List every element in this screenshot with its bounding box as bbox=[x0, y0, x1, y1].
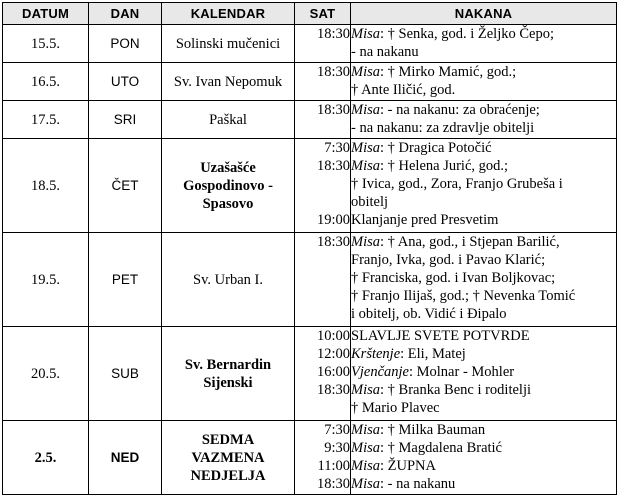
intention-line bbox=[351, 305, 616, 323]
calendar-cell bbox=[162, 327, 295, 421]
intention-line bbox=[351, 25, 616, 43]
table-row bbox=[3, 63, 617, 101]
calendar-cell: Sv. Urban I. bbox=[162, 233, 295, 327]
header-dan: DAN bbox=[89, 3, 162, 25]
intention-label: Vjenčanje bbox=[351, 364, 409, 380]
calendar-line: Gospodinovo - bbox=[183, 177, 273, 194]
calendar-cell bbox=[162, 139, 295, 233]
intention-line bbox=[351, 233, 616, 251]
intention-text: i obitelj, ob. Vidić i Đipalo bbox=[351, 306, 507, 322]
mass-time: 18:30 bbox=[316, 476, 350, 492]
table-row bbox=[3, 101, 617, 139]
intention-line bbox=[351, 287, 616, 305]
intention-line bbox=[351, 457, 616, 475]
intention-text: † Ivica, god., Zora, Franjo Grubeša i bbox=[351, 176, 563, 192]
intention-text: : † Helena Jurić, god.; bbox=[380, 158, 509, 174]
calendar-line: VAZMENA bbox=[191, 449, 265, 466]
intention-cell bbox=[351, 25, 617, 63]
intention-line bbox=[351, 381, 616, 399]
intention-label: Misa bbox=[351, 234, 380, 250]
calendar-line: Sijenski bbox=[203, 374, 253, 391]
mass-time bbox=[295, 193, 350, 211]
calendar-cell bbox=[162, 421, 295, 495]
intention-line bbox=[351, 193, 616, 211]
intention-text: † Franjo Ilijaš, god.; † Nevenka Tomić bbox=[351, 288, 576, 304]
intention-label: Misa bbox=[351, 26, 380, 42]
calendar-line: SEDMA bbox=[201, 431, 255, 448]
table-row bbox=[3, 233, 617, 327]
intention-text: : † Branka Benc i roditelji bbox=[380, 382, 532, 398]
intention-line bbox=[351, 421, 616, 439]
mass-time: 18:30 bbox=[316, 382, 350, 398]
mass-time: 18:30 bbox=[316, 102, 350, 118]
intention-text: - na nakanu bbox=[351, 44, 419, 60]
intention-label: Misa bbox=[351, 476, 380, 492]
intention-cell bbox=[351, 63, 617, 101]
intention-label: Misa bbox=[351, 458, 380, 474]
calendar-cell: Paškal bbox=[162, 101, 295, 139]
calendar-cell: Solinski mučenici bbox=[162, 25, 295, 63]
mass-time: 16:00 bbox=[316, 364, 350, 380]
intention-cell bbox=[351, 327, 617, 421]
intention-text: - na nakanu: za zdravlje obitelji bbox=[351, 120, 535, 136]
intention-label: Misa bbox=[351, 440, 380, 456]
day-cell: NED bbox=[89, 421, 162, 495]
day-cell: SUB bbox=[89, 327, 162, 421]
intention-line bbox=[351, 363, 616, 381]
intention-text: Klanjanje pred Presvetim bbox=[351, 212, 499, 228]
day-cell: PET bbox=[89, 233, 162, 327]
calendar-line: Uzašašće bbox=[200, 159, 256, 176]
intention-label: Misa bbox=[351, 64, 380, 80]
intention-text: : - na nakanu: za obraćenje; bbox=[380, 102, 540, 118]
intention-line bbox=[351, 399, 616, 417]
date-cell: 2.5. bbox=[3, 421, 89, 495]
intention-line bbox=[351, 251, 616, 269]
date-cell: 19.5. bbox=[3, 233, 89, 327]
mass-time bbox=[295, 399, 350, 417]
time-cell bbox=[295, 101, 351, 139]
intention-line bbox=[351, 345, 616, 363]
date-cell: 20.5. bbox=[3, 327, 89, 421]
date-cell: 15.5. bbox=[3, 25, 89, 63]
intention-text: : Eli, Matej bbox=[400, 346, 466, 362]
intention-text: : ŽUPNA bbox=[380, 458, 436, 474]
intention-cell bbox=[351, 421, 617, 495]
header-datum: DATUM bbox=[3, 3, 89, 25]
intention-cell bbox=[351, 101, 617, 139]
mass-time: 10:00 bbox=[316, 328, 350, 344]
intention-text: Franjo, Ivka, god. i Pavao Klarić; bbox=[351, 252, 546, 268]
intention-text: † Mario Plavec bbox=[351, 400, 440, 416]
table-header-row bbox=[3, 3, 617, 25]
calendar-line: Sv. Bernardin bbox=[184, 356, 272, 373]
mass-time: 18:30 bbox=[316, 64, 350, 80]
intention-text: : † Milka Bauman bbox=[380, 422, 486, 438]
intention-cell bbox=[351, 233, 617, 327]
intention-line bbox=[351, 475, 616, 493]
time-cell bbox=[295, 25, 351, 63]
intention-line bbox=[351, 327, 616, 345]
day-cell: ČET bbox=[89, 139, 162, 233]
mass-time: 18:30 bbox=[316, 158, 350, 174]
intention-text: † Ante Iličić, god. bbox=[351, 82, 456, 98]
calendar-cell: Sv. Ivan Nepomuk bbox=[162, 63, 295, 101]
intention-line bbox=[351, 269, 616, 287]
intention-line bbox=[351, 211, 616, 229]
intention-text: obitelj bbox=[351, 194, 389, 210]
time-cell bbox=[295, 63, 351, 101]
intention-line bbox=[351, 157, 616, 175]
intention-label: Misa bbox=[351, 422, 380, 438]
intention-line bbox=[351, 119, 616, 137]
intention-cell bbox=[351, 139, 617, 233]
mass-time: 7:30 bbox=[324, 140, 350, 156]
day-cell: PON bbox=[89, 25, 162, 63]
day-cell: SRI bbox=[89, 101, 162, 139]
header-nakana: NAKANA bbox=[351, 3, 617, 25]
intention-line bbox=[351, 101, 616, 119]
intention-label: Krštenje bbox=[351, 346, 401, 362]
header-sat: SAT bbox=[295, 3, 351, 25]
calendar-line: NEDJELJA bbox=[190, 467, 266, 484]
intention-line bbox=[351, 175, 616, 193]
table-row bbox=[3, 139, 617, 233]
mass-time: 19:00 bbox=[316, 212, 350, 228]
date-cell: 16.5. bbox=[3, 63, 89, 101]
date-cell: 18.5. bbox=[3, 139, 89, 233]
intention-label: Misa bbox=[351, 140, 380, 156]
mass-time: 12:00 bbox=[316, 346, 350, 362]
intention-text: : † Ana, god., i Stjepan Barilić, bbox=[380, 234, 560, 250]
mass-time: 11:00 bbox=[317, 458, 350, 474]
day-cell: UTO bbox=[89, 63, 162, 101]
mass-schedule-table bbox=[2, 2, 617, 495]
intention-text: † Franciska, god. i Ivan Boljkovac; bbox=[351, 270, 556, 286]
time-cell bbox=[295, 327, 351, 421]
intention-text: : † Senka, god. i Željko Čepo; bbox=[380, 26, 554, 42]
intention-text: : Molnar - Mohler bbox=[408, 364, 515, 380]
mass-time bbox=[295, 175, 350, 193]
intention-text: : † Mirko Mamić, god.; bbox=[380, 64, 517, 80]
intention-text: SLAVLJE SVETE POTVRDE bbox=[351, 328, 530, 344]
intention-label: Misa bbox=[351, 102, 380, 118]
intention-text: : † Dragica Potočić bbox=[380, 140, 492, 156]
table-row bbox=[3, 25, 617, 63]
intention-line bbox=[351, 139, 616, 157]
table-row bbox=[3, 421, 617, 495]
date-cell: 17.5. bbox=[3, 101, 89, 139]
intention-text: : † Magdalena Bratić bbox=[380, 440, 502, 456]
header-kalendar: KALENDAR bbox=[162, 3, 295, 25]
intention-label: Misa bbox=[351, 382, 380, 398]
time-cell bbox=[295, 233, 351, 327]
intention-line bbox=[351, 81, 616, 99]
mass-time: 7:30 bbox=[324, 422, 350, 438]
calendar-line: Spasovo bbox=[202, 195, 254, 212]
mass-time: 9:30 bbox=[324, 440, 350, 456]
intention-line bbox=[351, 43, 616, 61]
mass-time: 18:30 bbox=[316, 26, 350, 42]
table-row bbox=[3, 327, 617, 421]
mass-time: 18:30 bbox=[316, 234, 350, 250]
intention-label: Misa bbox=[351, 158, 380, 174]
intention-text: : - na nakanu bbox=[380, 476, 456, 492]
time-cell bbox=[295, 421, 351, 495]
time-cell bbox=[295, 139, 351, 233]
intention-line bbox=[351, 439, 616, 457]
intention-line bbox=[351, 63, 616, 81]
